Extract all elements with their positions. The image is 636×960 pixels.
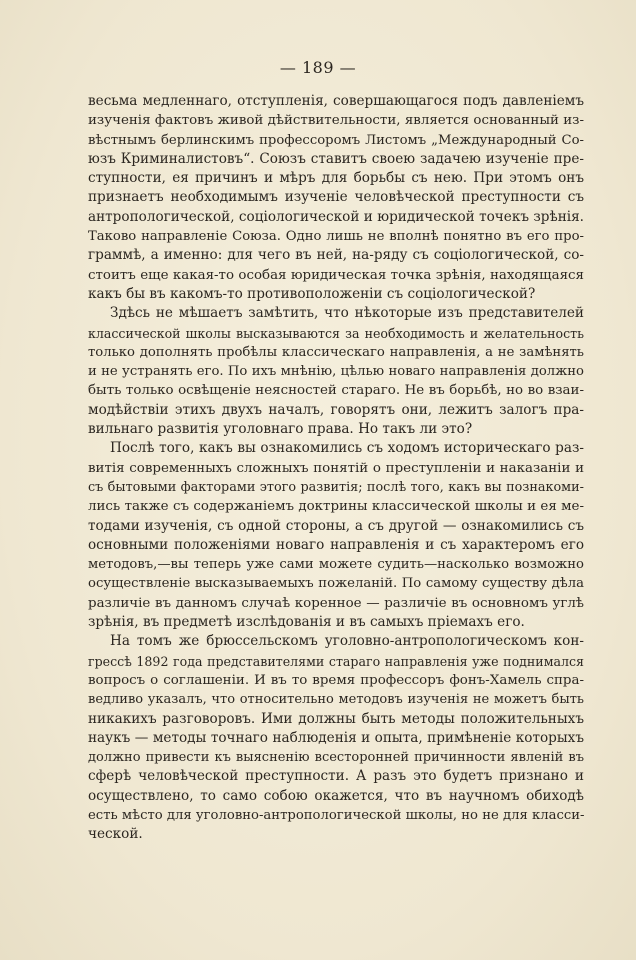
text-line: и не устранять его. По ихъ мнѣнію, цѣлью новаго направленія должно (88, 364, 584, 380)
text-line: классической школы высказываются за необходимость и желательность (88, 325, 584, 341)
text-line: весьма медленнаго, отступленія, совершающагося подъ давленіемъ (88, 93, 584, 109)
text-line: быть только освѣщеніе неясностей стараго. Не въ борьбѣ, но во взаи- (88, 383, 584, 399)
text-line: сферѣ человѣческой преступности. А разъ это будетъ признано и (88, 768, 584, 785)
text-line: лись также съ содержаніемъ доктрины классической школы и ея ме- (88, 499, 584, 515)
text-line: зрѣнія, въ предметѣ изслѣдованія и въ самыхъ пріемахъ его. (88, 614, 525, 631)
text-line: вильнаго развитія уголовнаго права. Но такъ ли это? (88, 421, 473, 438)
text-line: признаетъ необходимымъ изученіе человѣческой преступности съ (88, 189, 584, 206)
text-line: изученія фактовъ живой дѣйствительности, является основанный из- (88, 113, 584, 129)
text-line: Таково направленіе Союза. Одно лишь не вполнѣ понятно въ его про- (88, 229, 584, 245)
text-line: На томъ же брюссельскомъ уголовно-антропологическомъ кон- (110, 633, 584, 650)
text-line: вѣстнымъ берлинскимъ профессоромъ Листомъ „Международный Со- (88, 132, 584, 148)
page-number: — 189 — (279, 58, 357, 77)
text-line: ведливо указалъ, что относительно методовъ изученія не можетъ быть (88, 692, 584, 708)
text-line: основными положеніями новаго направленія и съ характеромъ его (88, 536, 584, 553)
text-line: наукъ — методы точнаго наблюденія и опыта, примѣненіе которыхъ (88, 729, 584, 746)
text-line: методовъ,—вы теперь уже сами можете судить—насколько возможно (88, 557, 584, 573)
text-line: вопросъ о соглашеніи. И въ то время профессоръ фонъ-Хамель спра- (88, 672, 584, 688)
text-line: антропологической, соціологической и юридической точекъ зрѣнія. (88, 208, 584, 225)
text-line: есть мѣсто для уголовно-антропологической школы, но не для класси- (88, 807, 585, 823)
text-line: осуществленіе высказываемыхъ пожеланій. По самому существу дѣла (88, 576, 584, 592)
text-line: ступности, ея причинъ и мѣръ для борьбы съ нею. При этомъ онъ (88, 170, 584, 187)
text-line: модѣйствіи этихъ двухъ началъ, говорятъ они, лежитъ залогъ пра- (88, 401, 584, 418)
text-line: только дополнять пробѣлы классическаго направленія, а не замѣнять (88, 344, 584, 360)
text-line: должно привести къ выясненію всесторонней причинности явленій въ (88, 750, 584, 766)
text-line: никакихъ разговоровъ. Ими должны быть методы положительныхъ (88, 710, 584, 727)
text-line: Здѣсь не мѣшаетъ замѣтить, что нѣкоторые изъ представителей (110, 305, 584, 322)
text-line: тодами изученія, съ одной стороны, а съ другой — ознакомились съ (88, 517, 584, 534)
text-line: стоитъ еще какая-то особая юридическая точка зрѣнія, находящаяся (88, 267, 584, 283)
text-line: различіе въ данномъ случаѣ коренное — различіе въ основномъ углѣ (88, 595, 584, 611)
text-line: юзъ Криминалистовъ“. Союзъ ставитъ своею задачею изученіе пре- (88, 150, 584, 167)
text-line: осуществлено, то само собою окажется, что въ научномъ обиходѣ (88, 787, 584, 804)
text-line: витія современныхъ сложныхъ понятій о преступленіи и наказаніи и (88, 460, 584, 476)
text-line: граммѣ, а именно: для чего въ ней, на-ряду съ соціологической, со- (88, 247, 584, 264)
text-line: съ бытовыми факторами этого развитія; послѣ того, какъ вы познакоми- (88, 479, 584, 495)
body-text (88, 92, 584, 845)
text-line: Послѣ того, какъ вы ознакомились съ ходомъ историческаго раз- (110, 440, 584, 457)
text-line: грессѣ 1892 года представителями стараго направленія уже поднимался (88, 653, 584, 669)
text-line: какъ бы въ какомъ-то противоположеніи съ соціологической? (88, 285, 536, 302)
text-line: ческой. (88, 826, 143, 843)
